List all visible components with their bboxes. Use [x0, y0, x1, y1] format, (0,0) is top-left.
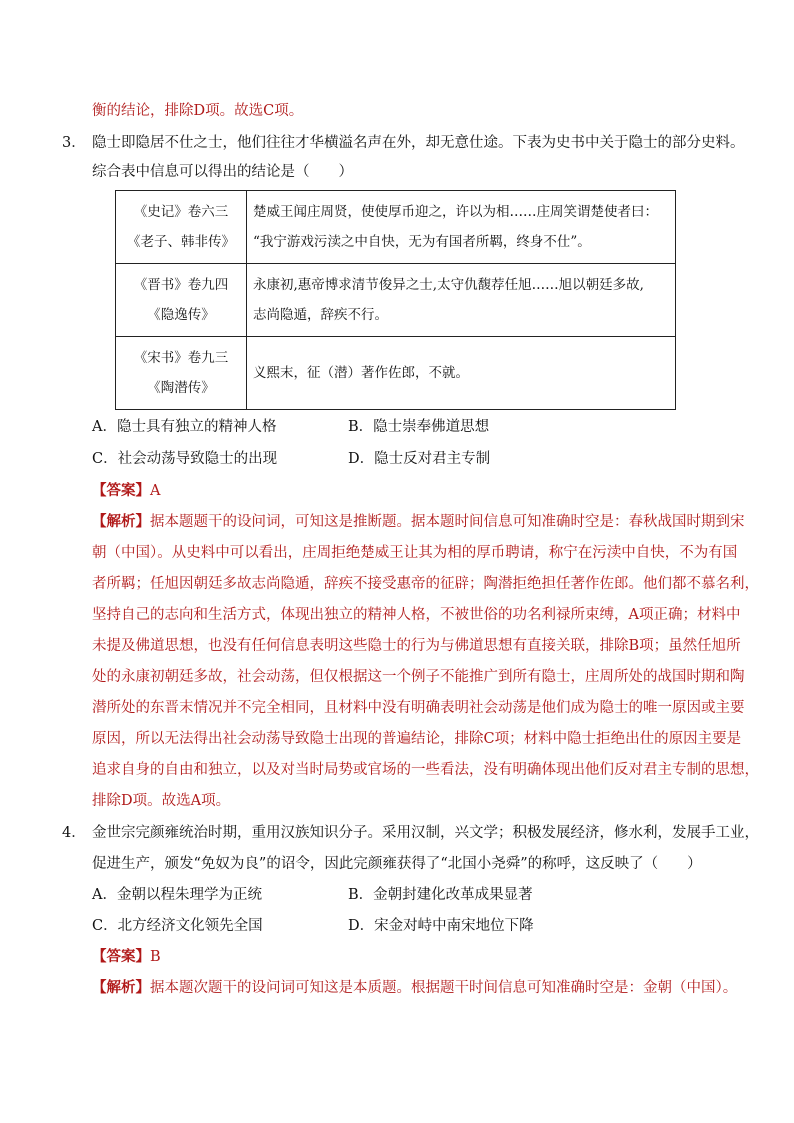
- table-content-cell: [247, 337, 676, 410]
- answer-label: 【答案】: [92, 948, 150, 965]
- q4-number: 4．: [62, 825, 86, 841]
- q3-analysis-line: 潜所处的东晋末情况并不完全相同，且材料中没有明确表明社会动荡是他们成为隐士的唯一原因或主要: [92, 700, 745, 716]
- answer-value: A: [150, 483, 161, 499]
- source-chapter: 《陶潜传》: [147, 380, 215, 396]
- q4-option-a[interactable]: A．金朝以程朱理学为正统: [92, 887, 262, 903]
- content-line: 永康初,惠帝博求清节俊异之士,太守仇馥荐任旭……旭以朝廷多故,: [253, 277, 644, 293]
- content-line: 楚威王闻庄周贤，使使厚币迎之，许以为相……庄周笑谓楚使者曰：: [253, 204, 658, 220]
- q3-stem-line2: 综合表中信息可以得出的结论是（ ）: [92, 164, 353, 180]
- table-content-cell: [247, 191, 676, 264]
- q3-answer: [92, 481, 160, 501]
- analysis-label: 【解析】: [92, 979, 150, 996]
- table-source-cell: [116, 337, 247, 410]
- q3-analysis-line: 坚持自己的志向和生活方式，体现出独立的精神人格，不被世俗的功名利禄所束缚，A项正确；材料中: [92, 607, 741, 623]
- q4-answer: [92, 947, 161, 967]
- q4-analysis-line: 【解析】据本题次题干的设问词可知这是本质题。根据题干时间信息可知准确时空是：金朝（中国）。: [92, 979, 738, 996]
- answer-label: 【答案】: [92, 482, 150, 499]
- content-line: “我宁游戏污渎之中自快，无为有国者所羁，终身不仕”。: [253, 234, 591, 250]
- table-row: [116, 264, 676, 337]
- q3-option-b[interactable]: B．隐士崇奉佛道思想: [348, 419, 490, 435]
- previous-answer-tail: 衡的结论，排除D项。故选C项。: [92, 103, 304, 119]
- q3-option-c[interactable]: C．社会动荡导致隐士的出现: [92, 451, 278, 467]
- q3-stem-line1: 隐士即隐居不仕之士，他们往往才华横溢名声在外，却无意仕途。下表为史书中关于隐士的部分史料。: [92, 135, 745, 151]
- q4-option-c[interactable]: C．北方经济文化领先全国: [92, 918, 263, 934]
- q3-analysis-line: 原因，所以无法得出社会动荡导致隐士出现的普遍结论，排除C项；材料中隐士拒绝出仕的原因主要是: [92, 731, 742, 747]
- content-line: 义熙末，征（潜）著作佐郎，不就。: [253, 365, 469, 381]
- q3-analysis-line: 朝（中国）。从史料中可以看出，庄周拒绝楚威王让其为相的厚币聘请，称宁在污渎中自快，不为有国: [92, 545, 738, 561]
- answer-value: B: [150, 949, 161, 965]
- table-content-cell: [247, 264, 676, 337]
- q3-analysis-line: 未提及佛道思想，也没有任何信息表明这些隐士的行为与佛道思想有直接关联，排除B项；虽然任旭所: [92, 638, 741, 654]
- q4-stem-line1: 金世宗完颜雍统治时期，重用汉族知识分子。采用汉制，兴文学；积极发展经济，修水利，发展手工业，: [92, 825, 759, 841]
- table-source-cell: [116, 191, 247, 264]
- q3-option-a[interactable]: A．隐士具有独立的精神人格: [92, 419, 277, 435]
- source-chapter: 《老子、韩非传》: [127, 234, 235, 250]
- table-row: [116, 191, 676, 264]
- q3-option-d[interactable]: D．隐士反对君主专制: [348, 451, 491, 467]
- analysis-label: 【解析】: [92, 513, 150, 530]
- q4-option-d[interactable]: D．宋金对峙中南宋地位下降: [348, 918, 534, 934]
- q4-option-b[interactable]: B．金朝封建化改革成果显著: [348, 887, 533, 903]
- q3-analysis-line: 排除D项。故选A项。: [92, 793, 231, 809]
- table-source-cell: [116, 264, 247, 337]
- q3-source-table: [115, 190, 676, 410]
- source-title: 《宋书》卷九三: [133, 350, 229, 366]
- q3-analysis-line: 处的永康初朝廷多故，社会动荡，但仅根据这一个例子不能推广到所有隐士，庄周所处的战国时期和陶: [92, 669, 745, 685]
- q3-analysis-line: 追求自身的自由和独立，以及对当时局势或官场的一些看法，没有明确体现出他们反对君主专制的思想，: [92, 762, 759, 778]
- source-chapter: 《隐逸传》: [147, 307, 215, 323]
- source-title: 《晋书》卷九四: [133, 277, 229, 293]
- table-row: [116, 337, 676, 410]
- q4-stem-line2: 促进生产，颁发“免奴为良”的诏令，因此完颜雍获得了“北国小尧舜”的称呼，这反映了（ ）: [92, 856, 702, 872]
- q3-number: 3．: [62, 135, 86, 151]
- source-title: 《史记》卷六三: [133, 204, 229, 220]
- content-line: 志尚隐遁，辞疾不行。: [253, 307, 388, 323]
- q3-analysis-line: 【解析】据本题题干的设问词，可知这是推断题。据本题时间信息可知准确时空是：春秋战国时期到宋: [92, 513, 745, 530]
- q3-analysis-line: 者所羁；任旭因朝廷多故志尚隐遁，辞疾不接受惠帝的征辟；陶潜拒绝担任著作佐郎。他们都不慕名利，: [92, 576, 759, 592]
